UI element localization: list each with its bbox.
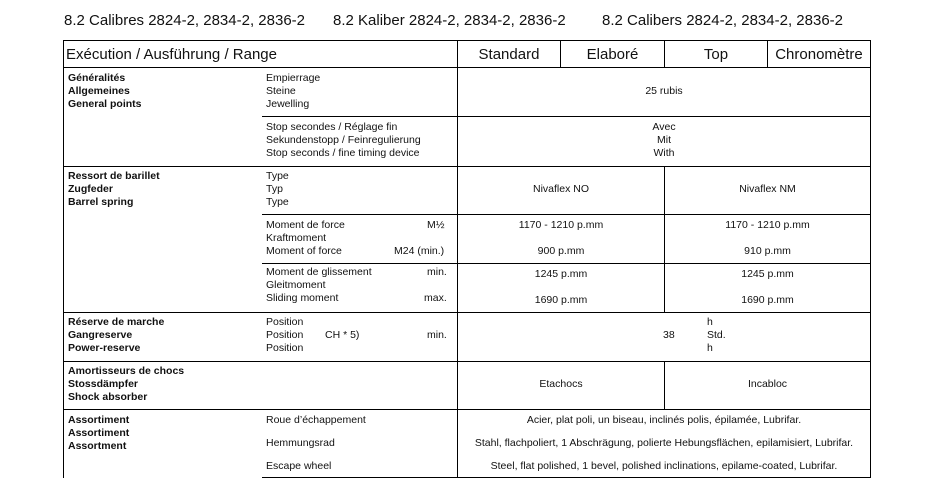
sliding-left-1: 1245 p.mm [534,268,588,280]
column-header-elabore: Elaboré [586,46,639,63]
sliding-labels: Moment de glissement Gleitmoment Sliding moment [266,266,372,304]
header-fr: 8.2 Calibres 2824-2, 2834-2, 2836-2 [64,12,305,29]
section-title-barrel: Ressort de barillet Zugfeder Barrel spring [68,170,160,208]
escape-wheel-value-fr: Acier, plat poli, un biseau, inclinés polis, épilamée, Lubrifar. [526,414,802,426]
stop-seconds-values: Avec Mit With [652,121,676,159]
reserve-unit: min. [427,329,447,341]
type-labels: Type Typ Type [266,170,289,208]
shock-left-value: Etachocs [539,378,583,390]
sliding-right-1: 1245 p.mm [741,268,794,280]
section-title-reserve: Réserve de marche Gangreserve Power-reserve [68,316,165,354]
section-title-shock: Amortisseurs de chocs Stossdämpfer Shock absorber [68,365,185,403]
header-de: 8.2 Kaliber 2824-2, 2834-2, 2836-2 [333,12,566,29]
sliding-left-2: 1690 p.mm [534,294,588,306]
sliding-unit-min: min. [427,266,447,278]
moment-right-1: 1170 - 1210 p.mm [725,219,810,231]
type-right-value: Nivaflex NM [739,183,796,195]
column-header-top: Top [703,46,729,63]
jewels-value: 25 rubis [645,85,683,97]
section-divider [63,361,871,362]
moment-left-1: 1170 - 1210 p.mm [518,219,604,231]
header-en: 8.2 Calibers 2824-2, 2834-2, 2836-2 [602,12,843,29]
reserve-position-labels: Position Position Position [266,316,304,354]
moment-right-2: 910 p.mm [744,245,791,257]
escape-wheel-label-en: Escape wheel [266,460,332,472]
section-divider [63,409,871,410]
section-title-assortment: Assortiment Assortiment Assortment [68,414,130,452]
escape-wheel-value-de: Stahl, flachpoliert, 1 Abschrägung, polierte Hebungsflächen, epilamisiert, Lubrifar. [474,437,854,449]
shock-right-value: Incabloc [747,378,788,390]
escape-wheel-label-de: Hemmungsrad [266,437,335,449]
moment-unit-half: M½ [427,219,445,231]
stop-seconds-labels: Stop secondes / Réglage fin Sekundenstopp / Feinregulierung Stop seconds / fine timing device [266,121,421,159]
reserve-value: 38 [663,329,675,341]
section-divider [63,166,871,167]
reserve-suffix: h Std. h [707,316,726,354]
column-header-range: Exécution / Ausführung / Range [66,46,277,63]
moment-labels: Moment de force Kraftmoment Moment of force [266,219,345,257]
type-left-value: Nivaflex NO [532,183,589,195]
subrow-divider [262,116,871,117]
escape-wheel-label-fr: Roue d’échappement [266,414,366,426]
subrow-divider [262,263,871,264]
subrow-divider [262,214,871,215]
table-left-border [63,40,64,478]
column-header-chrono: Chronomètre [775,46,863,63]
jewels-labels: Empierrage Steine Jewelling [266,72,321,110]
section-divider [63,312,871,313]
moment-unit-24: M24 (min.) [394,245,445,257]
section-title-general: Généralités Allgemeines General points [68,72,142,110]
sliding-unit-max: max. [424,292,447,304]
sliding-right-2: 1690 p.mm [741,294,794,306]
value-column-divider [457,40,458,478]
reserve-ch-note: CH * 5) [325,329,360,341]
table-right-border [870,40,871,478]
moment-left-2: 900 p.mm [537,245,585,257]
column-header-standard: Standard [478,46,540,63]
escape-wheel-value-en: Steel, flat polished, 1 bevel, polished inclinations, epilame-coated, Lubrifar. [490,460,838,472]
